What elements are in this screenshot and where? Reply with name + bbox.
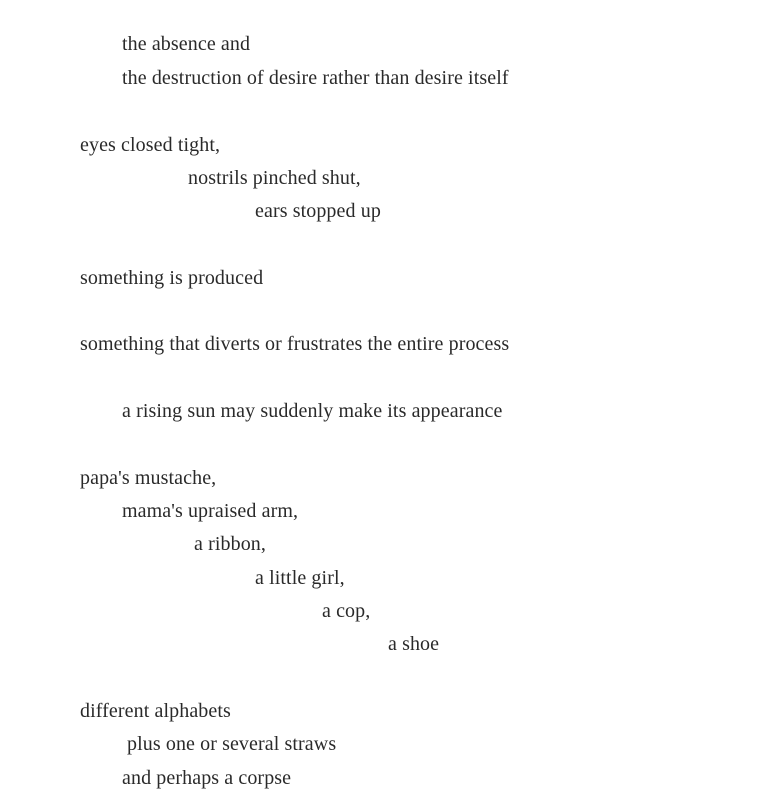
poem-line: a cop, xyxy=(322,600,371,622)
poem-line: the absence and xyxy=(122,33,251,55)
poem-line: a little girl, xyxy=(255,567,345,589)
poem-line: eyes closed tight, xyxy=(80,134,221,156)
poem-line: something is produced xyxy=(80,267,264,289)
poem-line: the destruction of desire rather than desire itself xyxy=(122,67,509,89)
poem-line: ears stopped up xyxy=(255,200,381,222)
poem-line: nostrils pinched shut, xyxy=(188,167,361,189)
poem-line: mama's upraised arm, xyxy=(122,500,299,522)
poem-line: different alphabets xyxy=(80,700,231,722)
poem-line: papa's mustache, xyxy=(80,467,217,489)
poem-line: plus one or several straws xyxy=(127,733,337,755)
poem-line: something that diverts or frustrates the entire process xyxy=(80,333,510,355)
poem-line: a rising sun may suddenly make its appearance xyxy=(122,400,503,422)
poem-line: a shoe xyxy=(388,633,440,655)
poem-line: a ribbon, xyxy=(194,533,266,555)
poem-line: and perhaps a corpse xyxy=(122,767,292,789)
